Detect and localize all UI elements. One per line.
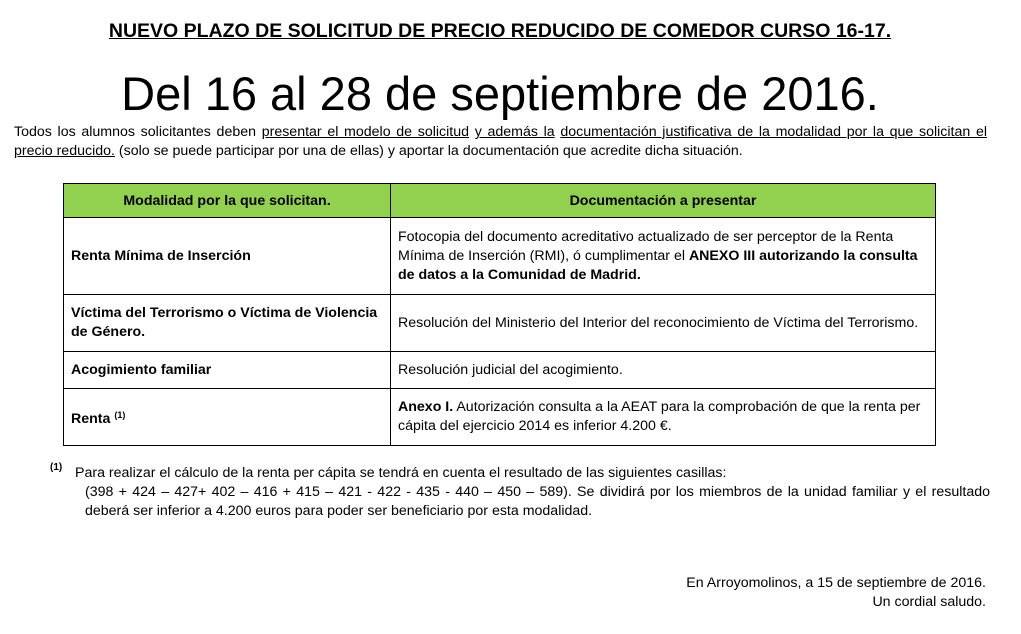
footnote-line-1: Para realizar el cálculo de la renta per cápita se tendrá en cuenta el resultado de las siguientes casillas: [75,465,727,481]
documentacion-cell [391,389,936,446]
greeting: Un cordial saludo. [872,594,986,610]
place-date: En Arroyomolinos, a 15 de septiembre de 2016. [686,575,986,591]
documentacion-cell [391,218,936,295]
header-modalidad: Modalidad por la que solicitan. [64,184,391,218]
intro-paragraph [14,123,987,161]
table-row [64,218,936,295]
table-row [64,389,936,446]
modalidad-label: Renta [71,410,111,427]
intro-text-1: Todos los alumnos solicitantes deben [14,124,262,140]
table-row [64,352,936,389]
modalidad-cell: Renta Mínima de Inserción [64,218,391,295]
closing-block [686,574,986,612]
table-header-row [64,184,936,218]
modalidad-cell: Acogimiento familiar [64,352,391,389]
doc-bold: ANEXO III autorizando la consulta de datos a la Comunidad de Madrid. [398,247,918,283]
modalidad-cell: Víctima del Terrorismo o Víctima de Violencia de Género. [64,295,391,352]
header-documentacion: Documentación a presentar [391,184,936,218]
doc-bold: Anexo I. [398,399,454,415]
modalities-table [63,183,936,446]
intro-text-4: (solo se puede participar por una de ellas) y aportar la documentación que acredite dicha situación. [114,143,743,159]
documentacion-cell: Resolución del Ministerio del Interior del reconocimiento de Víctima del Terrorismo. [391,295,936,352]
documentacion-cell: Resolución judicial del acogimiento. [391,352,936,389]
doc-text: Fotocopia del documento acreditativo actualizado de ser perceptor de la Renta Mínima de Inserción (RMI), ó cumplimentar el [398,228,894,264]
intro-underlined-1: presentar el modelo de solicitud [261,124,470,140]
table-row [64,295,936,352]
footnote-formula: (398 + 424 – 427+ 402 – 416 + 415 – 421 - 422 - 435 - 440 – 450 – 589). Se dividirá por los miembros de la unidad familiar y el resultado deberá ser inferior a 4.200 euros para poder ser beneficiario por esta modalidad. [85,484,990,519]
footnote-ref: (1) [114,409,126,420]
doc-text: Autorización consulta a la AEAT para la comprobación de que la renta per cápita del ejercicio 2014 es inferior 4.200 €. [398,399,921,434]
intro-underlined-3: documentación justificativa de la modalidad por la que solicitan el precio reducido. [14,124,987,159]
modalidad-cell [64,389,391,446]
period-dates: Del 16 al 28 de septiembre de 2016. [121,67,879,120]
notice-title: NUEVO PLAZO DE SOLICITUD DE PRECIO REDUCIDO DE COMEDOR CURSO 16-17. [108,20,892,42]
intro-underlined-2: y además la [474,124,555,140]
footnote-mark: (1) [50,462,63,473]
